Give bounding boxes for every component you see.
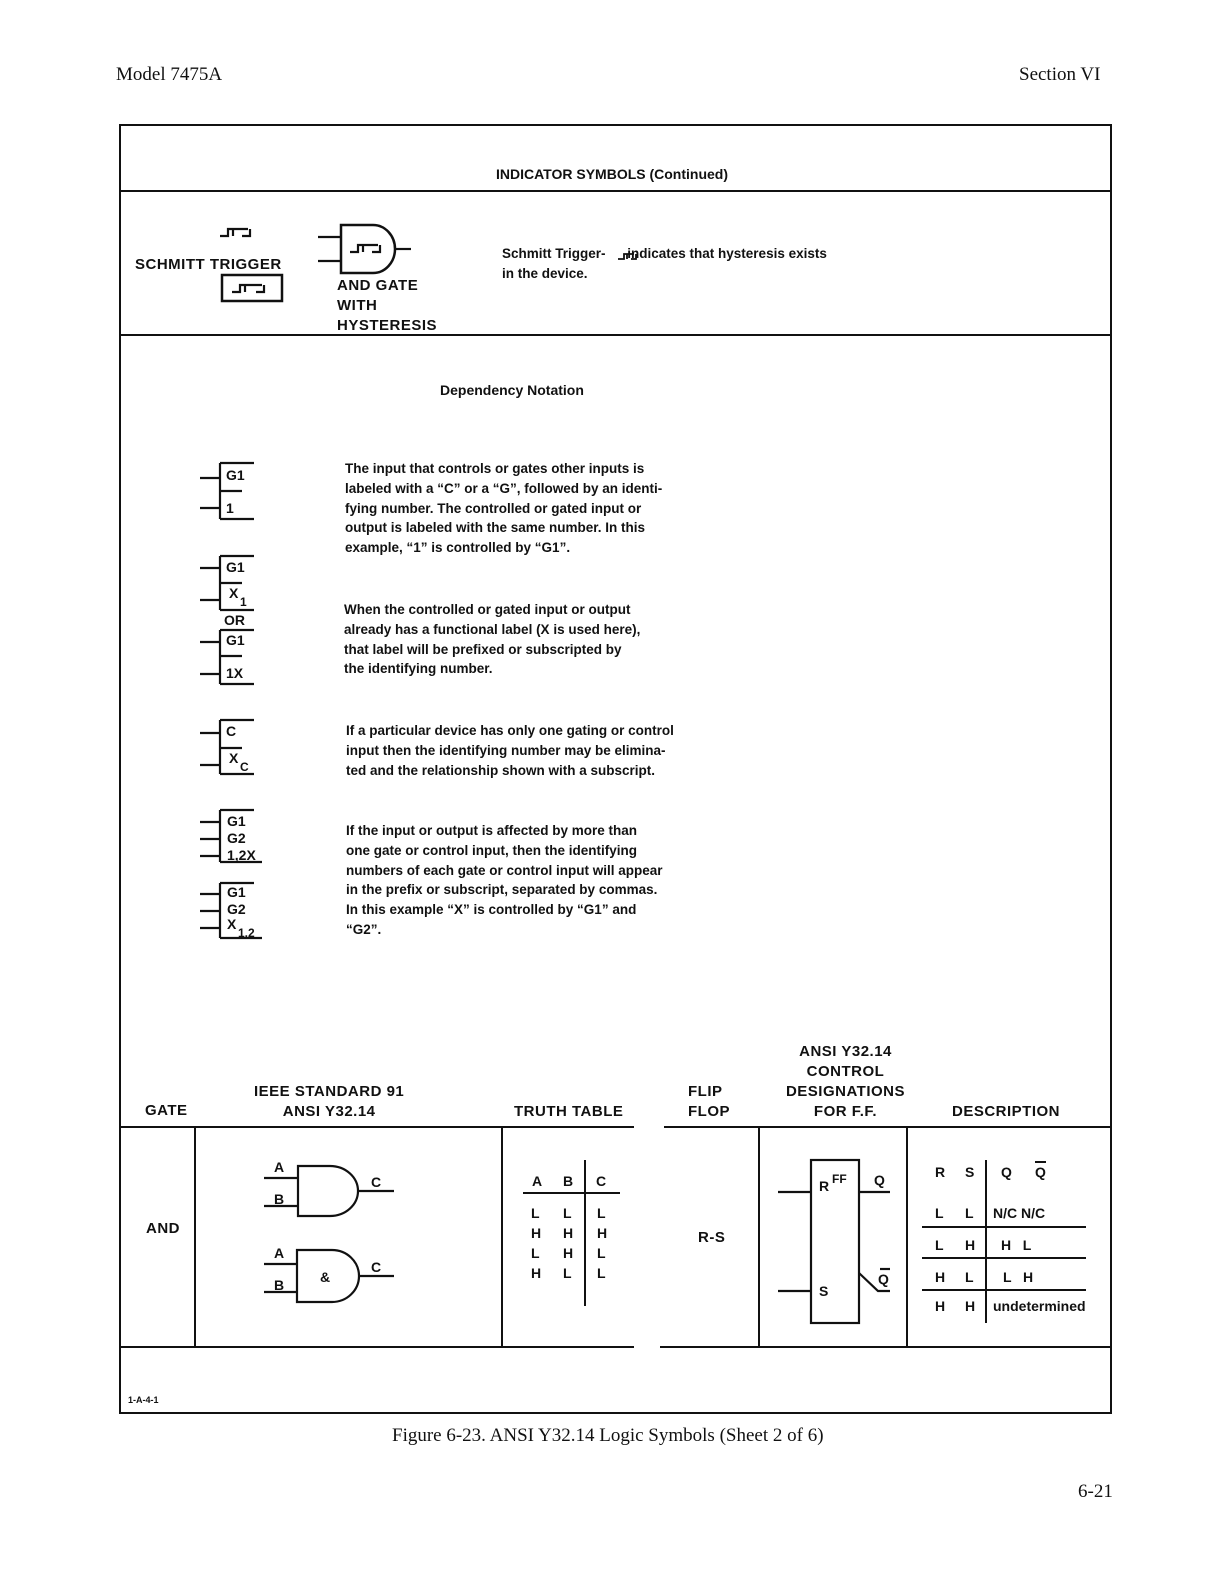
model-label: Model 7475A — [116, 64, 223, 85]
ff-r-label: R — [819, 1178, 830, 1194]
desc-cell: L H — [1003, 1269, 1034, 1285]
pin-b: B — [274, 1191, 285, 1207]
label-g1: G1 — [226, 467, 245, 483]
label-1x: 1X — [226, 665, 244, 681]
indicator-title: INDICATOR SYMBOLS (Continued) — [496, 166, 729, 182]
figure-ref-code: 1-A-4-1 — [128, 1395, 159, 1405]
col-ieee-heading: IEEE STANDARD 91 ANSI Y32.14 — [254, 1083, 405, 1120]
desc-cell: H — [935, 1298, 946, 1314]
desc-cell: L — [965, 1269, 974, 1285]
desc-cell: L — [965, 1205, 974, 1221]
col-truth-heading: TRUTH TABLE — [514, 1103, 624, 1120]
label-g2: G2 — [227, 901, 246, 917]
label-g2: G2 — [227, 830, 246, 846]
truth-cell: L — [597, 1245, 606, 1261]
col-description-heading: DESCRIPTION — [952, 1103, 1061, 1120]
label-1: 1 — [226, 500, 234, 516]
truth-header-a: A — [532, 1173, 543, 1189]
dependency-title: Dependency Notation — [440, 382, 584, 398]
label-x: X — [229, 750, 239, 766]
desc-cell: L — [935, 1237, 944, 1253]
pin-c: C — [371, 1174, 382, 1190]
truth-cell: H — [563, 1225, 574, 1241]
desc-cell: H — [965, 1298, 976, 1314]
truth-cell: L — [563, 1205, 572, 1221]
truth-cell: L — [531, 1205, 540, 1221]
schmitt-description: Schmitt Trigger- indicates that hysteresis exists in the device. — [502, 246, 827, 281]
desc-cell: N/C N/C — [993, 1205, 1046, 1221]
dependency-paragraph-4: If the input or output is affected by more than one gate or control input, then the identifying numbers of each gate or control input will appear in the prefix or subscript, separated by commas. In this example “X” is controlled by “G1” and “G2”. — [346, 823, 663, 937]
pin-a: A — [274, 1159, 285, 1175]
label-1-2x: 1,2X — [227, 847, 256, 863]
pin-b: B — [274, 1277, 285, 1293]
label-subscript-1: 1 — [240, 595, 247, 609]
label-x: X — [227, 916, 237, 932]
truth-cell: H — [563, 1245, 574, 1261]
dependency-paragraph-1: The input that controls or gates other inputs is labeled with a “C” or a “G”, followed by an identi- fying number. The controlled or gated input or output is labeled with the same number. In this example, “1” is controlled by “G1”. — [345, 461, 663, 556]
label-g1: G1 — [226, 632, 245, 648]
section-label: Section VI — [1019, 64, 1101, 85]
truth-header-b: B — [563, 1173, 574, 1189]
pin-a: A — [274, 1245, 285, 1261]
ff-s-label: S — [819, 1283, 829, 1299]
page-number: 6-21 — [1078, 1481, 1113, 1502]
flipflop-type: R-S — [698, 1229, 726, 1246]
schmitt-trigger-label: SCHMITT TRIGGER — [135, 256, 282, 273]
truth-header-c: C — [596, 1173, 607, 1189]
label-x: X — [229, 585, 239, 601]
ampersand-label: & — [320, 1269, 331, 1285]
ff-qbar-label: Q — [878, 1271, 889, 1287]
truth-cell: L — [597, 1265, 606, 1281]
ff-type-label: FF — [832, 1172, 847, 1186]
truth-cell: H — [597, 1225, 608, 1241]
desc-header-r: R — [935, 1164, 946, 1180]
label-subscript-c: C — [240, 760, 249, 774]
truth-cell: L — [531, 1245, 540, 1261]
truth-cell: L — [563, 1265, 572, 1281]
desc-cell: L — [935, 1205, 944, 1221]
dependency-paragraph-3: If a particular device has only one gating or control input then the identifying number may be elimina- ted and the relationship shown with a subscript. — [346, 723, 674, 778]
dependency-paragraph-2: When the controlled or gated input or output already has a functional label (X is used here), that label will be prefixed or subscripted by the identifying number. — [344, 602, 641, 677]
col-gate-heading: GATE — [145, 1102, 188, 1119]
truth-cell: H — [531, 1225, 542, 1241]
col-ansi-heading: ANSI Y32.14 CONTROL DESIGNATIONS FOR F.F. — [785, 1043, 906, 1120]
desc-cell: H L — [1001, 1237, 1032, 1253]
figure-caption: Figure 6-23. ANSI Y32.14 Logic Symbols (Sheet 2 of 6) — [392, 1425, 824, 1446]
label-subscript-1-2: 1,2 — [238, 926, 255, 940]
desc-cell: H — [965, 1237, 976, 1253]
label-or: OR — [224, 612, 245, 628]
pin-c: C — [371, 1259, 382, 1275]
desc-header-qbar: Q — [1035, 1164, 1046, 1180]
label-g1: G1 — [227, 813, 246, 829]
ff-q-label: Q — [874, 1172, 885, 1188]
label-g1: G1 — [227, 884, 246, 900]
desc-cell: undetermined — [993, 1298, 1086, 1314]
col-flipflop-heading: FLIP FLOP — [688, 1083, 730, 1120]
gate-name: AND — [146, 1220, 180, 1237]
desc-header-s: S — [965, 1164, 975, 1180]
truth-cell: H — [531, 1265, 542, 1281]
and-gate-label: AND GATE WITH HYSTERESIS — [337, 277, 438, 334]
desc-cell: H — [935, 1269, 946, 1285]
truth-cell: L — [597, 1205, 606, 1221]
label-g1: G1 — [226, 559, 245, 575]
label-c: C — [226, 723, 237, 739]
desc-header-q: Q — [1001, 1164, 1012, 1180]
